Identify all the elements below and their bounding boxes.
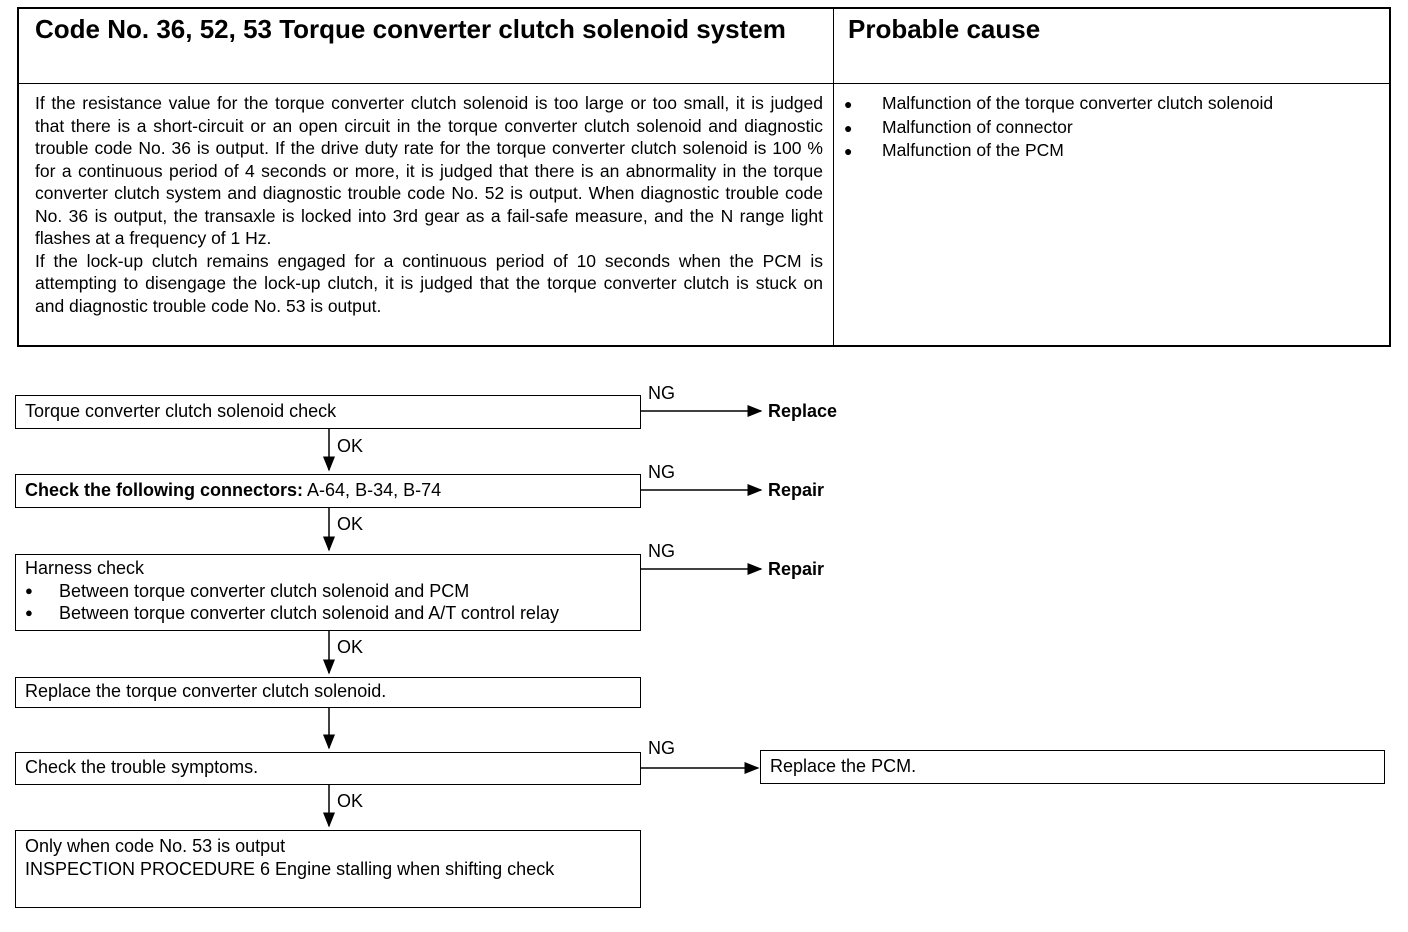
ok-label: OK: [337, 436, 364, 456]
cause-item: ● Malfunction of the PCM: [844, 139, 1379, 163]
step-replace-solenoid: Replace the torque converter clutch solenoid.: [15, 677, 641, 708]
ng-label: NG: [648, 462, 675, 482]
ok-label: OK: [337, 514, 364, 534]
bullet-icon: ●: [844, 143, 853, 159]
result-replace-pcm: Replace the PCM.: [760, 750, 1385, 784]
harness-item: ● Between torque converter clutch solenoid and PCM: [25, 580, 470, 601]
cause-item: ● Malfunction of the torque converter clutch solenoid: [844, 92, 1379, 116]
code-title: Code No. 36, 52, 53 Torque converter clutch solenoid system: [19, 9, 834, 84]
bullet-icon: ●: [844, 96, 853, 112]
cause-item: ● Malfunction of connector: [844, 116, 1379, 140]
step-check-symptoms: Check the trouble symptoms.: [15, 752, 641, 785]
ng-label: NG: [648, 383, 675, 403]
harness-item: ● Between torque converter clutch solenoid and A/T control relay: [25, 603, 559, 623]
ok-label: OK: [337, 637, 364, 657]
ng-label: NG: [648, 738, 675, 758]
description-paragraph-2: If the lock-up clutch remains engaged for a continuous period of 10 seconds when the PCM is attempting to disengage the lock-up clutch, it is judged that the torque converter clutch is stuck on and diagnostic trouble code No. 53 is output.: [35, 250, 823, 316]
result-repair: Repair: [768, 559, 825, 579]
ng-label: NG: [648, 541, 675, 561]
description-paragraph-1: If the resistance value for the torque converter clutch solenoid is too large or too small, it is judged that there is a short-circuit or an open circuit in the torque converter clutch solenoid and diagnostic trouble code No. 36 is output. If the drive duty rate for the torque converter clutch solenoid is 100 % for a continuous period of 4 seconds or more, it is judged that there is an abnormality in the torque converter clutch system and diagnostic trouble code No. 52 is output. When diagnostic trouble code No. 36 is output, the transaxle is locked into 3rd gear as a fail-safe measure, and the N range light flashes at a frequency of 1 Hz.: [35, 93, 823, 248]
step-inspection-procedure: Only when code No. 53 is output INSPECTION PROCEDURE 6 Engine stalling when shifting check: [15, 830, 641, 908]
ok-label: OK: [337, 791, 364, 811]
step-connector-check: Check the following connectors: A-64, B-34, B-74: [15, 474, 641, 508]
result-repair: Repair: [768, 480, 825, 500]
result-replace: Replace: [768, 401, 838, 421]
step-harness-check: Harness check ● Between torque converter clutch solenoid and PCM ● Between torque converter clutch solenoid and A/T control relay: [15, 554, 641, 631]
bullet-icon: ●: [25, 582, 33, 598]
bullet-icon: ●: [844, 119, 853, 136]
probable-cause-title: Probable cause: [834, 9, 1389, 84]
step-solenoid-check: Torque converter clutch solenoid check: [15, 395, 641, 429]
bullet-icon: ●: [25, 605, 33, 620]
